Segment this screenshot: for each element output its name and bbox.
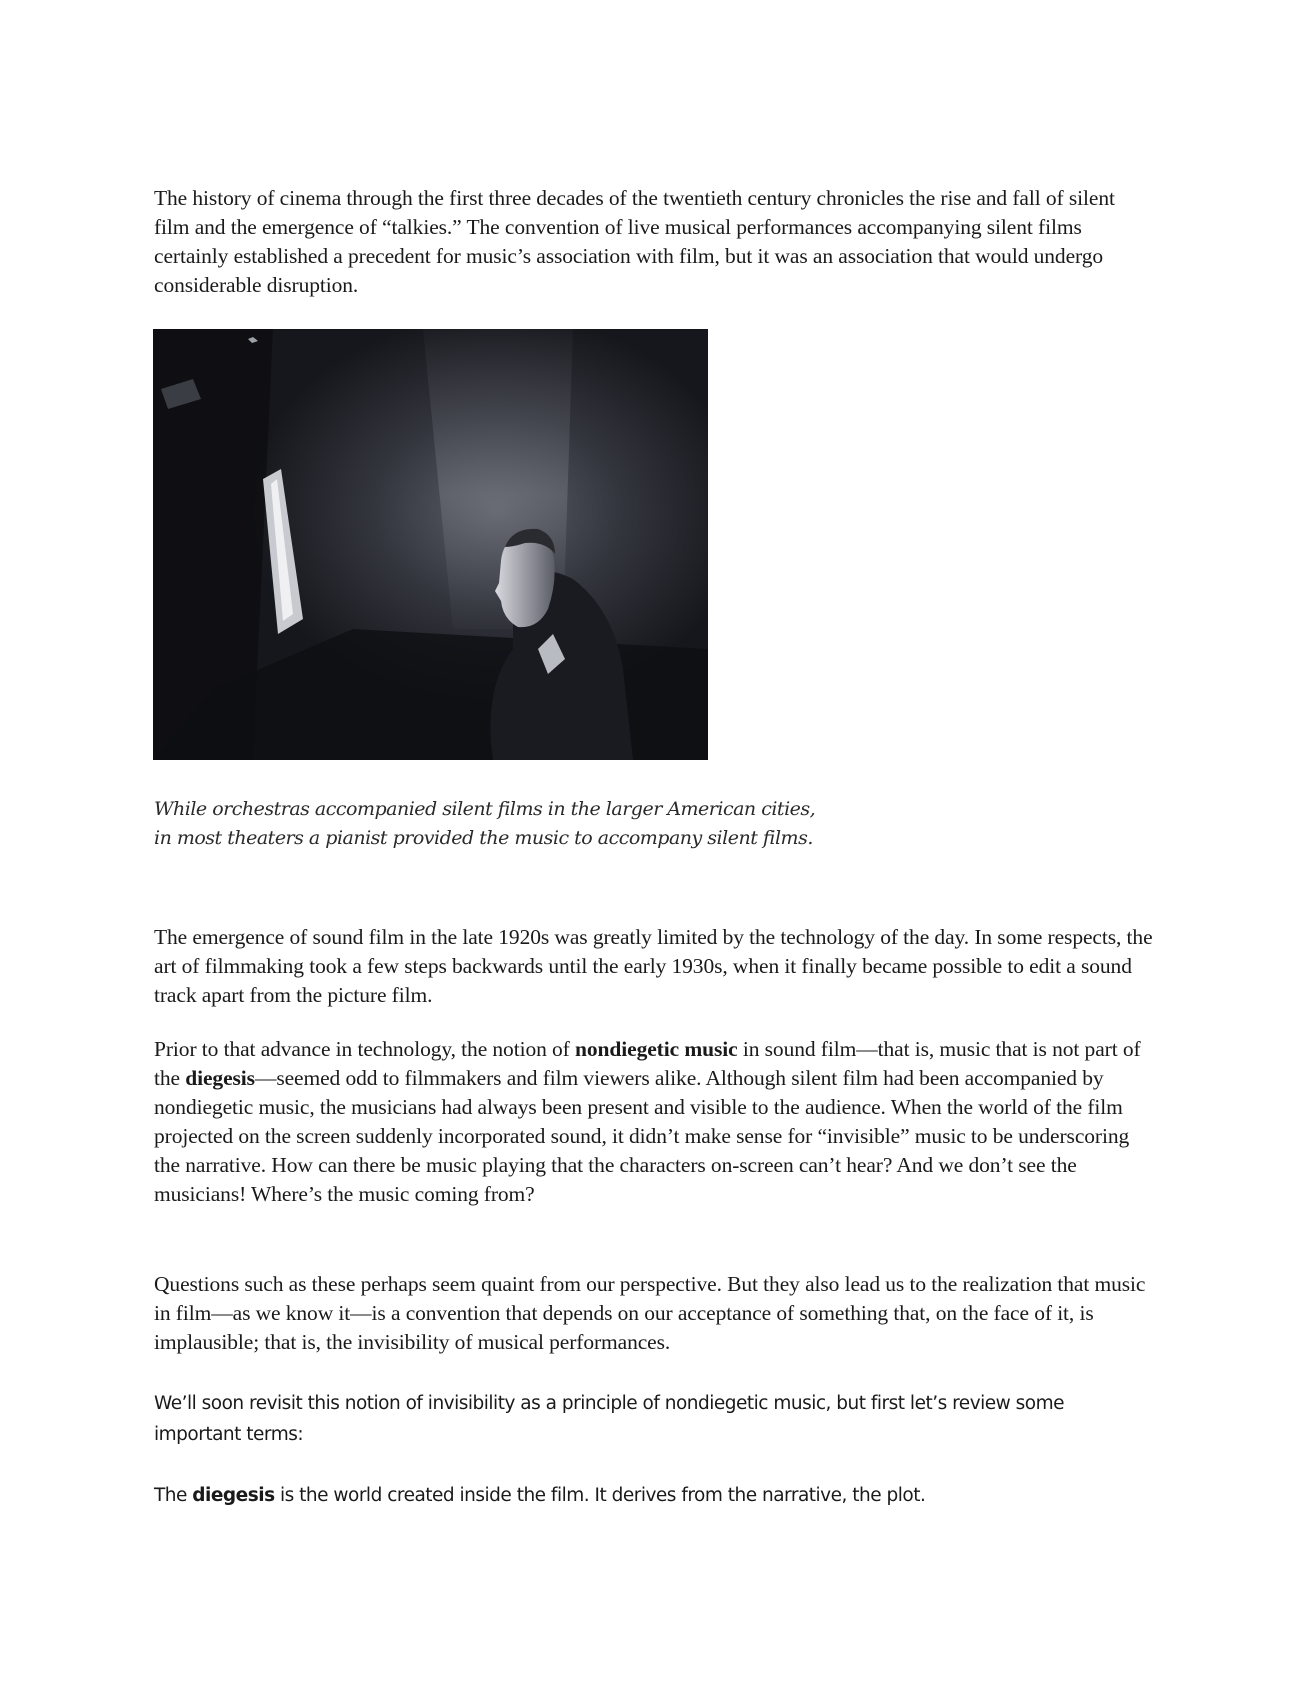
caption-line-1: While orchestras accompanied silent films in the larger American cities, [154,798,816,820]
caption-line-2: in most theaters a pianist provided the music to accompany silent films. [154,827,813,849]
term-diegesis-definition: diegesis [192,1485,275,1506]
paragraph-nondiegetic-music: Prior to that advance in technology, the notion of nondiegetic music in sound film—that is, music that is not part of the diegesis—seemed odd to filmmakers and film viewers alike. Although silent film had been accompanied by nondiegetic music, the musicians had always been present and visible to the audience. When the world of the film projected on the screen suddenly incorporated sound, it didn’t make sense for “invisible” music to be underscoring the narrative. How can there be music playing that the characters on-screen can’t hear? And we don’t see the musicians! Where’s the music coming from? [154,1037,1141,1206]
term-nondiegetic-music: nondiegetic music [575,1037,738,1061]
paragraph-diegesis-definition: The diegesis is the world created inside the film. It derives from the narrative, the plot. [154,1485,926,1506]
paragraph-review-terms: We’ll soon revisit this notion of invisibility as a principle of nondiegetic music, but first let’s review some important terms: [154,1393,1065,1445]
photo-pianist-silent-film [153,329,708,760]
paragraph-cinema-history: The history of cinema through the first three decades of the twentieth century chronicles the rise and fall of silent film and the emergence of “talkies.” The convention of live musical performances accompanying silent films certainly established a precedent for music’s association with film, but it was an association that would undergo considerable disruption. [154,186,1115,297]
paragraph-sound-film: The emergence of sound film in the late 1920s was greatly limited by the technology of the day. In some respects, the art of filmmaking took a few steps backwards until the early 1930s, when it finally became possible to edit a sound track apart from the picture film. [154,925,1153,1007]
paragraph-invisibility: Questions such as these perhaps seem quaint from our perspective. But they also lead us to the realization that music in film—as we know it—is a convention that depends on our acceptance of something that, on the face of it, is implausible; that is, the invisibility of musical performances. [154,1272,1146,1354]
term-diegesis: diegesis [185,1066,255,1090]
photo-caption [154,795,954,853]
